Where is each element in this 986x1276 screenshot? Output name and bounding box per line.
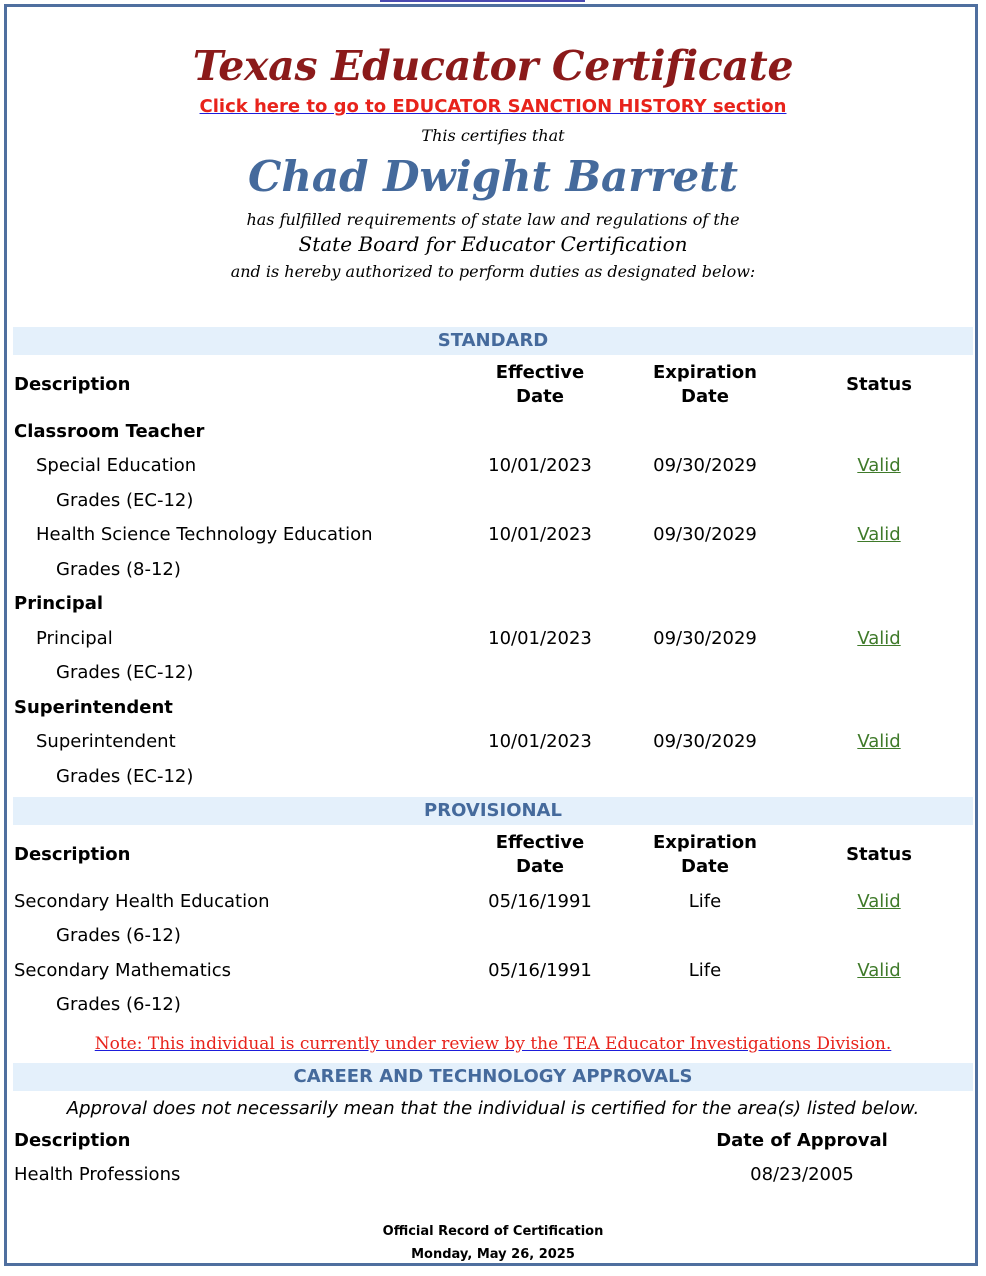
provisional-section-header: PROVISIONAL xyxy=(13,797,973,825)
fulfilled-text: has fulfilled requirements of state law and regulations of the xyxy=(246,210,740,229)
expiration-date: Life xyxy=(688,891,722,912)
provisional-col-status: Status xyxy=(846,844,912,865)
expiration-date: 09/30/2029 xyxy=(653,524,757,545)
provisional-col-effective: Effective Date xyxy=(495,832,585,877)
standard-col-effective: Effective Date xyxy=(495,362,585,407)
approval-disclaimer: Approval does not necessarily mean that the individual is certified for the area(s) listed below. xyxy=(66,1098,920,1119)
standard-col-expiration: Expiration Date xyxy=(653,362,757,407)
status-cell xyxy=(820,891,938,912)
certificate-title: Texas Educator Certificate xyxy=(192,42,794,90)
certificate-description: Health Science Technology Education xyxy=(36,524,373,545)
provisional-col-expiration: Expiration Date xyxy=(653,832,757,877)
approval-description: Health Professions xyxy=(14,1164,181,1185)
certifies-text: This certifies that xyxy=(421,126,565,145)
sanction-history-link-wrap xyxy=(0,96,986,117)
status-cell xyxy=(820,960,938,981)
status-cell xyxy=(820,524,938,545)
educator-name: Chad Dwight Barrett xyxy=(247,152,739,201)
sanction-history-link[interactable]: Click here to go to EDUCATOR SANCTION HISTORY section xyxy=(199,96,787,117)
group-heading: Superintendent xyxy=(14,697,173,718)
certificate-description: Secondary Mathematics xyxy=(14,960,232,981)
investigation-note-wrap xyxy=(0,1034,986,1054)
standard-col-description: Description xyxy=(14,374,131,395)
authorized-text: and is hereby authorized to perform duties as designated below: xyxy=(230,262,756,281)
board-name: State Board for Educator Certification xyxy=(298,232,688,256)
certificate-description: Principal xyxy=(36,628,113,649)
status-valid-link[interactable]: Valid xyxy=(857,960,901,981)
group-heading: Principal xyxy=(14,593,104,614)
grades-text: Grades (6-12) xyxy=(56,994,181,1015)
expiration-date: 09/30/2029 xyxy=(653,628,757,649)
effective-date: 05/16/1991 xyxy=(488,891,592,912)
standard-col-status: Status xyxy=(846,374,912,395)
certificate-description: Secondary Health Education xyxy=(14,891,270,912)
standard-section-header: STANDARD xyxy=(13,327,973,355)
certificate-description: Special Education xyxy=(36,455,197,476)
status-valid-link[interactable]: Valid xyxy=(857,891,901,912)
provisional-col-description: Description xyxy=(14,844,131,865)
status-valid-link[interactable]: Valid xyxy=(857,455,901,476)
grades-text: Grades (EC-12) xyxy=(56,662,194,683)
career-col-approval-date: Date of Approval xyxy=(716,1130,888,1151)
effective-date: 10/01/2023 xyxy=(488,455,592,476)
effective-date: 10/01/2023 xyxy=(488,524,592,545)
investigation-note-link[interactable]: Note: This individual is currently under review by the TEA Educator Investigations Division. xyxy=(94,1034,892,1054)
expiration-date: 09/30/2029 xyxy=(653,731,757,752)
grades-text: Grades (EC-12) xyxy=(56,766,194,787)
status-cell xyxy=(820,731,938,752)
expiration-date: 09/30/2029 xyxy=(653,455,757,476)
group-heading: Classroom Teacher xyxy=(14,421,205,442)
effective-date: 10/01/2023 xyxy=(488,731,592,752)
grades-text: Grades (EC-12) xyxy=(56,490,194,511)
certificate-description: Superintendent xyxy=(36,731,176,752)
status-valid-link[interactable]: Valid xyxy=(857,524,901,545)
approval-date: 08/23/2005 xyxy=(750,1164,854,1185)
status-cell xyxy=(820,628,938,649)
grades-text: Grades (6-12) xyxy=(56,925,181,946)
status-valid-link[interactable]: Valid xyxy=(857,628,901,649)
record-date: Monday, May 26, 2025 xyxy=(411,1247,575,1262)
effective-date: 05/16/1991 xyxy=(488,960,592,981)
grades-text: Grades (8-12) xyxy=(56,559,181,580)
career-section-header: CAREER AND TECHNOLOGY APPROVALS xyxy=(13,1063,973,1091)
status-cell xyxy=(820,455,938,476)
official-record-label: Official Record of Certification xyxy=(382,1224,604,1239)
career-col-description: Description xyxy=(14,1130,131,1151)
top-link-underline xyxy=(380,0,585,2)
effective-date: 10/01/2023 xyxy=(488,628,592,649)
status-valid-link[interactable]: Valid xyxy=(857,731,901,752)
expiration-date: Life xyxy=(688,960,722,981)
